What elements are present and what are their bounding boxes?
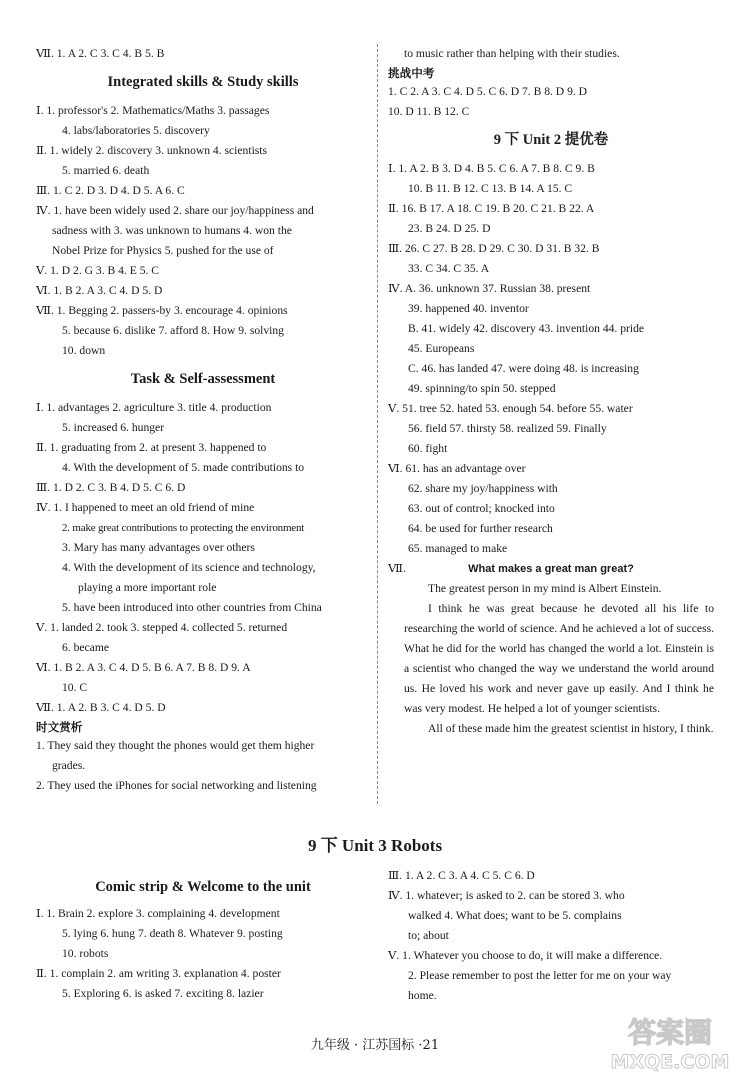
answer-line: Ⅴ. 1. Whatever you choose to do, it will make a difference. <box>388 949 663 962</box>
answer-line: Ⅰ. 1. Brain 2. explore 3. complaining 4. development <box>36 907 280 920</box>
answer-line: 5. because 6. dislike 7. afford 8. How 9. solving <box>62 324 284 337</box>
answer-line: 64. be used for further research <box>408 522 553 535</box>
answer-line: Ⅲ. 26. C 27. B 28. D 29. C 30. D 31. B 32. B <box>388 242 600 255</box>
answer-line: Ⅵ. 1. B 2. A 3. C 4. D 5. D <box>36 284 163 297</box>
answer-line: 2. make great contributions to protecting the environment <box>62 522 305 534</box>
answer-line: Ⅶ. 1. Begging 2. passers-by 3. encourage 4. opinions <box>36 304 288 317</box>
answer-line: 10. B 11. B 12. C 13. B 14. A 15. C <box>408 182 573 195</box>
essay-paragraph: I think he was great because he devoted all his life to researching the world of science. And he achieved a lot of success. What he did for the world has changed the world a lot. Einstein is a scientist who changed the way we understand the world around us. He loved his work and never gave up easily. And I think he was very modest. He helped a lot of younger scientists. <box>404 602 714 715</box>
svg-text:答案圈: 答案圈 <box>627 1016 713 1049</box>
essay-paragraph: All of these made him the greatest scientist in history, I think. <box>428 722 714 735</box>
essay-title: What makes a great man great? <box>468 563 634 575</box>
answer-line: 5. lying 6. hung 7. death 8. Whatever 9. posting <box>62 927 283 940</box>
answer-line: 62. share my joy/happiness with <box>408 482 558 495</box>
answer-line: Ⅱ. 1. graduating from 2. at present 3. happened to <box>36 441 267 454</box>
answer-line: Ⅱ. 1. widely 2. discovery 3. unknown 4. scientists <box>36 144 268 157</box>
answer-line: C. 46. has landed 47. were doing 48. is increasing <box>408 362 639 375</box>
answer-line: 4. labs/laboratories 5. discovery <box>62 124 210 137</box>
essay-paragraph: The greatest person in my mind is Albert Einstein. <box>428 582 662 595</box>
answer-line: Ⅴ. 1. D 2. G 3. B 4. E 5. C <box>36 264 160 277</box>
answer-line: Ⅱ. 16. B 17. A 18. C 19. B 20. C 21. B 22. A <box>388 202 595 215</box>
section-title-integrated-skills: Integrated skills & Study skills <box>107 74 299 90</box>
answer-line: 65. managed to make <box>408 542 508 555</box>
answer-line: 3. Mary has many advantages over others <box>62 541 255 554</box>
answer-line: 45. Europeans <box>408 342 475 355</box>
answer-line: 33. C 34. C 35. A <box>408 262 490 275</box>
answer-line: 23. B 24. D 25. D <box>408 222 491 235</box>
answer-line: Ⅲ. 1. D 2. C 3. B 4. D 5. C 6. D <box>36 481 186 494</box>
section-title-comic-strip: Comic strip & Welcome to the unit <box>95 879 311 895</box>
answer-line: 10. C <box>62 681 88 694</box>
answer-line: walked 4. What does; want to be 5. complains <box>408 909 622 922</box>
answer-line: 63. out of control; knocked into <box>408 502 555 515</box>
answer-line: sadness with 3. was unknown to humans 4. won the <box>52 224 292 237</box>
column-divider <box>377 44 378 804</box>
answer-line: Ⅴ. 1. landed 2. took 3. stepped 4. collected 5. returned <box>36 621 288 634</box>
answer-line: 2. Please remember to post the letter for me on your way <box>408 969 672 982</box>
answer-line: 39. happened 40. inventor <box>408 302 529 315</box>
section-title-task: Task & Self-assessment <box>130 371 276 387</box>
answer-line: Nobel Prize for Physics 5. pushed for the use of <box>52 244 274 257</box>
left-column <box>36 44 370 796</box>
page-footer: 九年级 · 江苏国标 ·21 <box>310 1038 440 1053</box>
answer-line: Ⅳ. 1. have been widely used 2. share our joy/happiness and <box>36 204 314 217</box>
answer-line: Ⅴ. 51. tree 52. hated 53. enough 54. before 55. water <box>388 402 633 415</box>
unit3-right-column <box>388 866 714 1006</box>
answer-line: 2. They used the iPhones for social networking and listening <box>36 779 317 792</box>
answer-line: Ⅰ. 1. A 2. B 3. D 4. B 5. C 6. A 7. B 8. C 9. B <box>388 162 595 175</box>
answer-line: Ⅰ. 1. advantages 2. agriculture 3. title 4. production <box>36 401 272 414</box>
answer-line: 5. Exploring 6. is asked 7. exciting 8. lazier <box>62 987 264 1000</box>
answer-line: playing a more important role <box>78 581 217 594</box>
answer-line: Ⅱ. 1. complain 2. am writing 3. explanation 4. poster <box>36 967 281 980</box>
answer-line: 10. robots <box>62 947 109 960</box>
answer-line: Ⅳ. 1. whatever; is asked to 2. can be stored 3. who <box>388 889 625 902</box>
answer-line: Ⅲ. 1. C 2. D 3. D 4. D 5. A 6. C <box>36 184 185 197</box>
answer-line: 10. D 11. B 12. C <box>388 105 470 118</box>
answer-line: 1. They said they thought the phones would get them higher <box>36 739 315 752</box>
section-title-unit2: 9 下 Unit 2 提优卷 <box>493 132 609 148</box>
answer-line: home. <box>408 989 437 1002</box>
answer-line: Ⅰ. 1. professor's 2. Mathematics/Maths 3. passages <box>36 104 270 117</box>
answer-line: Ⅵ. 1. B 2. A 3. C 4. D 5. B 6. A 7. B 8. D 9. A <box>36 661 251 674</box>
answer-line: 49. spinning/to spin 50. stepped <box>408 382 556 395</box>
right-column <box>388 44 714 739</box>
unit3-title: 9 下 Unit 3 Robots <box>307 836 443 855</box>
answer-line: 60. fight <box>408 442 448 455</box>
answer-line: Ⅵ. 61. has an advantage over <box>388 462 526 475</box>
answer-line: Ⅳ. A. 36. unknown 37. Russian 38. present <box>388 282 591 295</box>
watermark-logo <box>600 1012 740 1074</box>
unit3-left-column <box>36 876 370 1004</box>
answer-line: to music rather than helping with their studies. <box>404 47 620 60</box>
answer-line: Ⅶ. 1. A 2. B 3. C 4. D 5. D <box>36 701 166 714</box>
svg-text:MXQE.COM: MXQE.COM <box>610 1051 730 1073</box>
answer-line: grades. <box>52 759 86 772</box>
answer-line: Ⅳ. 1. I happened to meet an old friend of mine <box>36 501 255 514</box>
section-title-tiaozhan: 挑战中考 <box>388 66 435 80</box>
answer-line: 6. became <box>62 641 109 654</box>
answer-line: 5. have been introduced into other countries from China <box>62 601 322 614</box>
essay-label: Ⅶ. <box>388 562 406 575</box>
answer-line: Ⅶ. 1. A 2. C 3. C 4. B 5. B <box>36 47 165 60</box>
answer-line: 5. married 6. death <box>62 164 150 177</box>
answer-line: Ⅲ. 1. A 2. C 3. A 4. C 5. C 6. D <box>388 869 535 882</box>
answer-line: B. 41. widely 42. discovery 43. invention 44. pride <box>408 322 645 335</box>
answer-line: 56. field 57. thirsty 58. realized 59. Finally <box>408 422 607 435</box>
answer-line: to; about <box>408 929 449 942</box>
answer-line: 4. With the development of its science and technology, <box>62 561 316 574</box>
answer-line: 1. C 2. A 3. C 4. D 5. C 6. D 7. B 8. D 9. D <box>388 85 588 98</box>
answer-line: 4. With the development of 5. made contributions to <box>62 461 305 474</box>
answer-line: 5. increased 6. hunger <box>62 421 165 434</box>
section-title-shiwen: 时文赏析 <box>36 720 83 734</box>
answer-line: 10. down <box>62 344 106 357</box>
essay-block <box>388 559 714 579</box>
